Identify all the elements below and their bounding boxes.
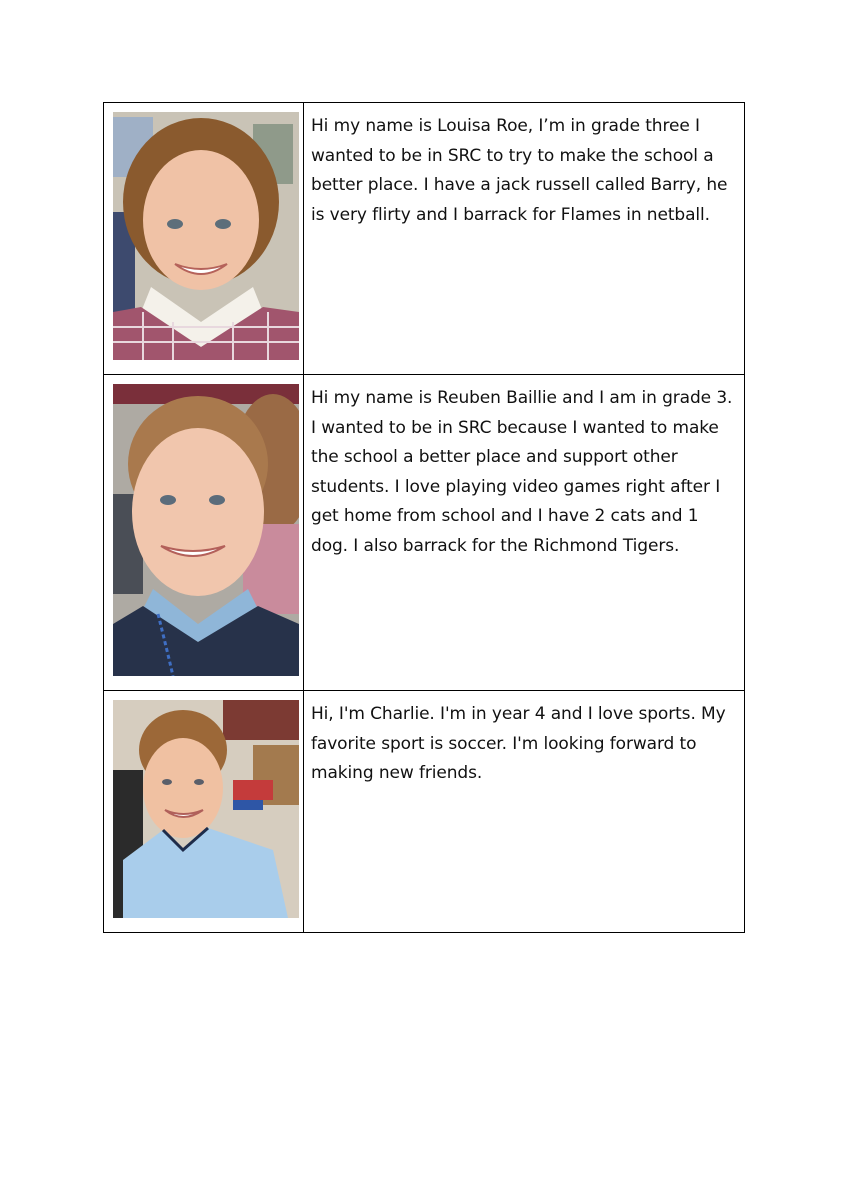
photo-cell (104, 375, 304, 691)
bio-cell (304, 691, 745, 933)
photo-cell (104, 103, 304, 375)
student-profiles-table (103, 102, 745, 933)
table-row (104, 375, 745, 691)
bio-cell (304, 103, 745, 375)
student-photo-louisa (113, 112, 299, 360)
student-photo-reuben (113, 384, 299, 676)
bio-text-reuben: Hi my name is Reuben Baillie and I am in grade 3. I wanted to be in SRC because I wanted to make the school a better place and support other students. I love playing video games right after I get home from school and I have 2 cats and 1 dog. I also barrack for the Richmond Tigers. (311, 388, 733, 556)
table-row (104, 103, 745, 375)
photo-cell (104, 691, 304, 933)
table-row (104, 691, 745, 933)
bio-text-charlie: Hi, I'm Charlie. I'm in year 4 and I love sports. My favorite sport is soccer. I'm looking forward to making new friends. (311, 704, 726, 784)
bio-cell (304, 375, 745, 691)
student-photo-charlie (113, 700, 299, 918)
bio-text-louisa: Hi my name is Louisa Roe, I’m in grade three I wanted to be in SRC to try to make the school a better place. I have a jack russell called Barry, he is very flirty and I barrack for Flames in netball. (311, 116, 728, 225)
